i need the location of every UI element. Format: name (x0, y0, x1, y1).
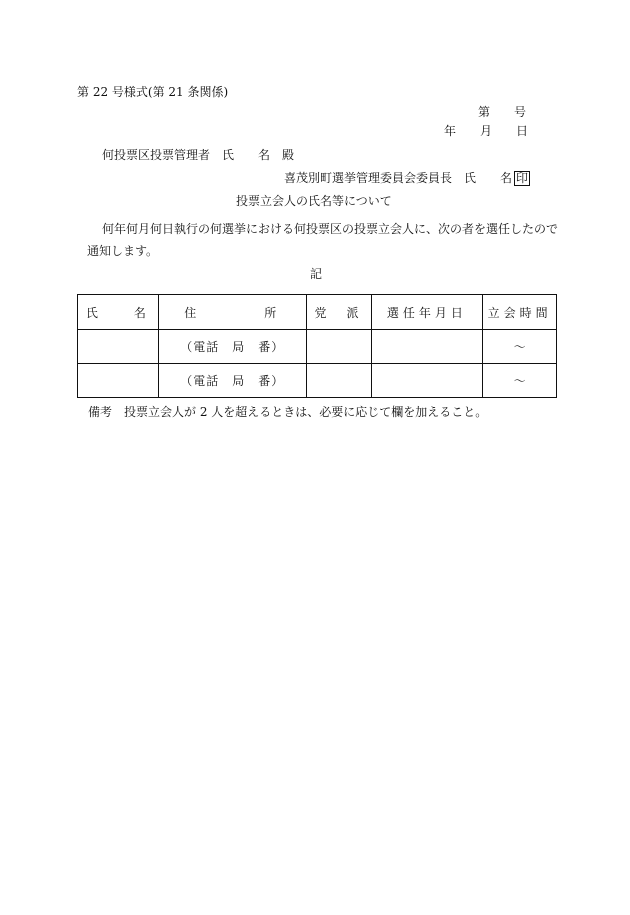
header-name: 氏 名 (78, 295, 159, 330)
cell-address: （電話 局 番） (158, 330, 306, 364)
body-line-1: 何年何月何日執行の何選挙における何投票区の投票立会人に、次の者を選任したので (102, 222, 559, 236)
table-row (78, 330, 557, 364)
cell-name (78, 330, 159, 364)
body-line-2: 通知します。 (87, 244, 159, 258)
header-appointment-date: 選任年月日 (371, 295, 483, 330)
appointment-table (77, 294, 557, 398)
note: 備考 投票立会人が 2 人を超えるときは、必要に応じて欄を加えること。 (88, 405, 488, 419)
addressee: 何投票区投票管理者 氏 名 殿 (102, 148, 295, 162)
sender-line (284, 171, 530, 186)
table-row (78, 364, 557, 398)
sender: 喜茂別町選挙管理委員会委員長 氏 名 (284, 171, 513, 185)
table-header-row (78, 295, 557, 330)
document-number: 第 号 (478, 105, 527, 119)
cell-attendance-time: ～ (483, 364, 557, 398)
cell-appointment-date (371, 364, 483, 398)
date-line: 年 月 日 (444, 124, 529, 138)
header-attendance-time: 立会時間 (483, 295, 557, 330)
cell-address: （電話 局 番） (158, 364, 306, 398)
cell-party (306, 364, 371, 398)
subject: 投票立会人の氏名等について (236, 194, 392, 208)
header-address: 住 所 (158, 295, 306, 330)
form-label: 第 22 号様式(第 21 条関係) (77, 85, 229, 99)
seal-mark: 印 (516, 171, 529, 185)
cell-party (306, 330, 371, 364)
ki-heading: 記 (310, 267, 323, 281)
cell-appointment-date (371, 330, 483, 364)
cell-attendance-time: ～ (483, 330, 557, 364)
header-party: 党 派 (306, 295, 371, 330)
cell-name (78, 364, 159, 398)
